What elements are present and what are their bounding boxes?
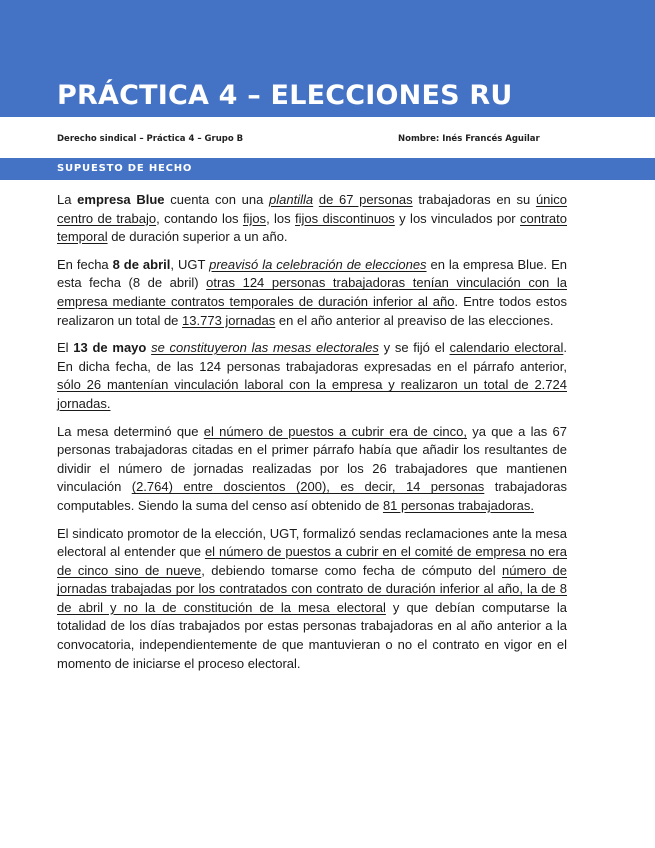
paragraph-text-run: , UGT	[170, 256, 210, 272]
paragraph-text-run: . En dicha fecha, de las 124 personas trabajadoras expresadas en el párrafo anterior,	[57, 340, 567, 374]
paragraph-text-run: y se fijó el	[378, 340, 450, 356]
paragraph-text-run: sólo 26 mantenían vinculación laboral con la empresa y realizaron un total de 2.724 jornadas.	[57, 377, 567, 411]
paragraph-text-run: , debiendo tomarse como fecha de cómputo del	[201, 562, 503, 578]
paragraph-text-run: trabajadoras en su	[412, 192, 536, 207]
paragraph-text-run: , los	[266, 210, 296, 226]
paragraph-text-run: (2.764) entre doscientos (200), es decir, 14 personas	[131, 479, 485, 495]
paragraph-text-run: , contando los	[156, 210, 243, 226]
paragraph-text-run: contrato temporal	[57, 210, 567, 245]
paragraph-text-run: preavisó la celebración de elecciones	[209, 256, 427, 272]
paragraph-3	[57, 339, 567, 413]
paragraph-text-run: el número de puestos a cubrir en el comité de empresa no era de cinco sino de nueve	[57, 544, 568, 578]
paragraph-text-run: número de jornadas trabajadas por los contratados con contrato de duración inferior al año, la de 8 de abril y no la de constitución de la mesa electoral	[57, 562, 567, 615]
paragraph-text-run: 81 personas trabajadoras.	[382, 497, 534, 513]
paragraph-text-run: La mesa determinó que	[57, 423, 204, 439]
paragraph-text-run: 8 de abril	[112, 256, 171, 272]
paragraph-text-run: en la empresa Blue. En esta fecha (8 de abril)	[57, 256, 567, 291]
paragraph-text-run: único centro de trabajo	[57, 192, 568, 226]
student-name-header: Nombre: Inés Francés Aguilar	[398, 134, 540, 144]
paragraph-1	[57, 191, 567, 247]
paragraph-text-run: El	[57, 340, 74, 356]
paragraph-4	[57, 423, 567, 516]
document-body	[57, 191, 567, 682]
course-header: Derecho sindical – Práctica 4 – Grupo B	[57, 134, 244, 144]
paragraph-text-run: de 67 personas	[318, 192, 413, 207]
paragraph-text-run: ya que a las 67 personas trabajadoras citadas en el primer párrafo había que añadir los resultantes de dividir el número de jornadas realizadas por los 26 trabajadores que mantienen vinculación	[57, 423, 567, 495]
paragraph-text-run: empresa Blue	[77, 192, 165, 207]
paragraph-text-run: La	[57, 192, 78, 207]
paragraph-text-run: El sindicato promotor de la elección, UGT, formalizó sendas reclamaciones ante la mesa electoral al entender que	[57, 525, 567, 560]
paragraph-text-run: 13 de mayo	[73, 340, 147, 356]
paragraph-text-run: el número de puestos a cubrir era de cinco,	[203, 423, 467, 439]
paragraph-text-run: de duración superior a un año.	[107, 229, 288, 245]
paragraph-text-run: se constituyeron las mesas electorales	[151, 340, 379, 356]
paragraph-text-run: plantilla	[269, 192, 314, 207]
paragraph-text-run: . Entre todos estos realizaron un total de	[57, 293, 567, 328]
paragraph-text-run: 13.773 jornadas	[182, 312, 276, 328]
paragraph-text-run: en el año anterior al preaviso de las elecciones.	[275, 312, 554, 328]
paragraph-text-run: En fecha	[57, 256, 113, 272]
paragraph-text-run: trabajadoras computables. Siendo la suma del censo así obtenido de	[57, 479, 567, 513]
paragraph-text-run: calendario electoral	[449, 340, 564, 356]
paragraph-text-run: cuenta con una	[164, 192, 270, 207]
paragraph-5	[57, 525, 567, 674]
document-title: PRÁCTICA 4 – ELECCIONES RU	[57, 80, 513, 111]
paragraph-text-run: otras 124 personas trabajadoras tenían vinculación con la empresa mediante contratos temporales de duración inferior al año	[57, 275, 567, 309]
paragraph-text-run: y que debían computarse la totalidad de los días trabajados por estas personas trabajadoras en al año anterior a la convocatoria, independientemente de que mantuvieran o no el contrato en vigor en el momento de iniciarse el proceso electoral.	[57, 599, 567, 671]
paragraph-text-run: fijos	[242, 210, 267, 226]
section-title: SUPUESTO DE HECHO	[57, 163, 193, 174]
paragraph-text-run: y los vinculados por	[394, 210, 521, 226]
paragraph-2	[57, 256, 567, 330]
paragraph-text-run: fijos discontinuos	[295, 210, 395, 226]
